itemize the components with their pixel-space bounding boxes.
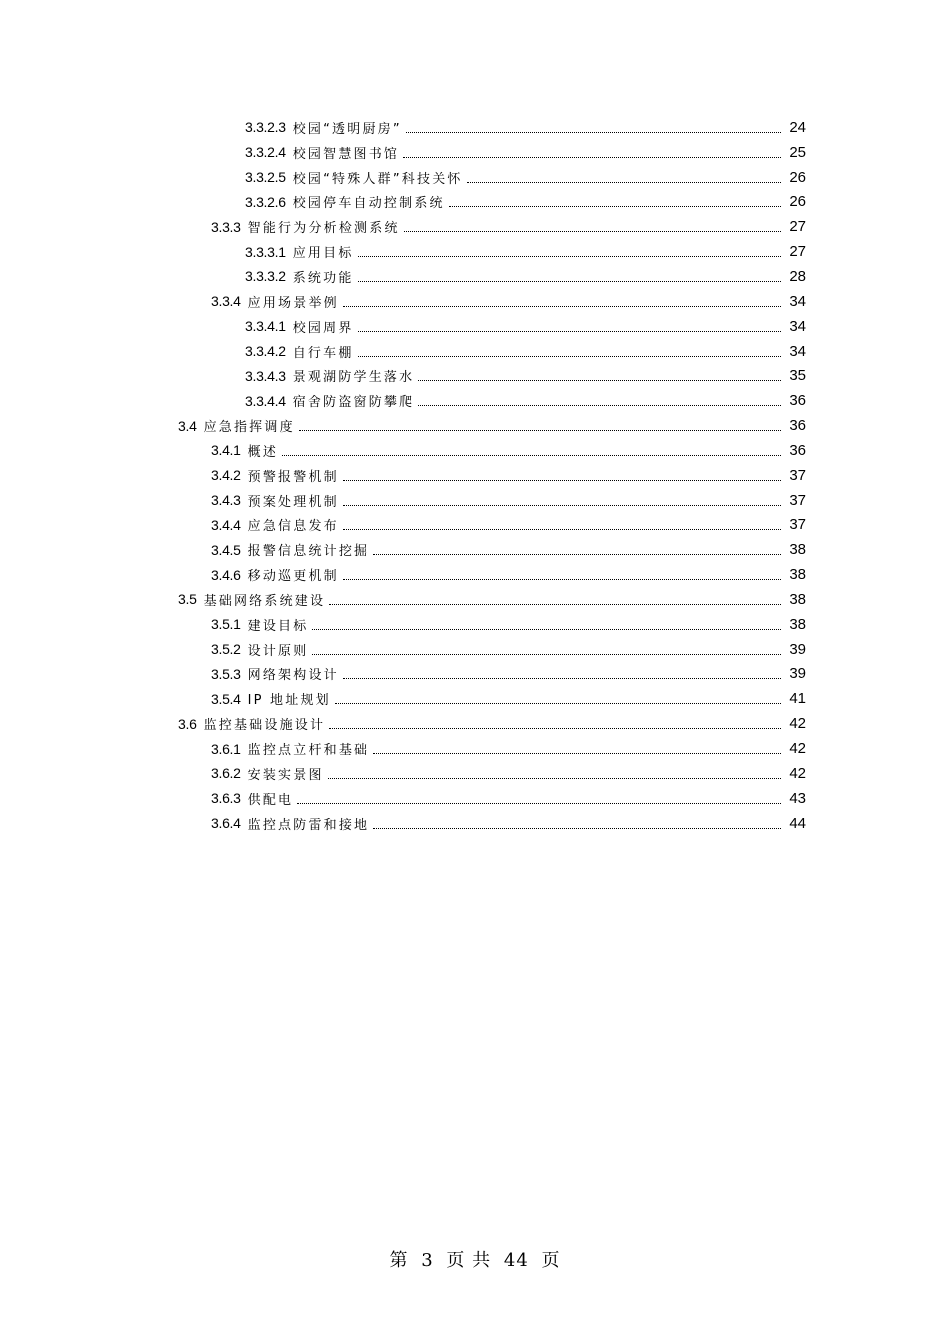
toc-dot-leader (373, 741, 781, 754)
toc-entry[interactable] (0, 264, 950, 289)
toc-entry-page-number: 44 (789, 814, 806, 832)
toc-entry-number: 3.5 (178, 591, 197, 608)
toc-entry-title: 安装实景图 (247, 767, 324, 783)
toc-dot-leader (328, 766, 781, 779)
toc-entry-title: IP 地址规划 (247, 693, 331, 709)
toc-entry[interactable] (0, 711, 950, 736)
toc-entry[interactable] (0, 388, 950, 413)
toc-dot-leader (329, 592, 781, 605)
toc-entry-page-number: 39 (789, 640, 806, 658)
toc-entry[interactable] (0, 165, 950, 190)
toc-entry[interactable] (0, 413, 950, 438)
toc-entry[interactable] (0, 811, 950, 836)
toc-entry-number: 3.4.1 (211, 442, 241, 459)
toc-entry-page-number: 27 (789, 243, 806, 261)
footer-suffix: 页 (541, 1250, 561, 1271)
toc-entry-title: 宿舍防盗窗防攀爬 (292, 395, 415, 411)
toc-entry-title: 校园智慧图书馆 (292, 146, 400, 162)
toc-entry-page-number: 25 (789, 143, 806, 161)
toc-entry-title: 报警信息统计挖掘 (247, 544, 370, 560)
toc-dot-leader (418, 368, 781, 381)
toc-entry-number: 3.3.4.4 (245, 392, 286, 409)
toc-entry-title: 应急指挥调度 (203, 420, 295, 436)
toc-entry-number: 3.3.4.2 (245, 343, 286, 360)
toc-entry-number: 3.4.2 (211, 467, 241, 484)
toc-entry-page-number: 39 (789, 665, 806, 683)
toc-entry[interactable] (0, 438, 950, 463)
toc-entry-title: 校园“特殊人群”科技关怀 (292, 171, 463, 187)
toc-entry-page-number: 42 (789, 764, 806, 782)
toc-dot-leader (312, 617, 781, 630)
toc-entry[interactable] (0, 513, 950, 538)
toc-entry-page-number: 27 (789, 218, 806, 236)
toc-entry-title: 移动巡更机制 (247, 569, 339, 585)
toc-entry-title: 预案处理机制 (247, 494, 339, 510)
footer-current-page: 3 (421, 1250, 434, 1271)
toc-entry-title: 供配电 (247, 792, 294, 808)
toc-entry-title: 系统功能 (292, 270, 354, 286)
toc-entry-number: 3.3.2.4 (245, 144, 286, 161)
toc-entry-title: 预警报警机制 (247, 469, 339, 485)
table-of-contents (0, 115, 950, 835)
toc-entry-page-number: 37 (789, 516, 806, 534)
toc-entry[interactable] (0, 314, 950, 339)
toc-entry-number: 3.5.4 (211, 690, 241, 707)
toc-entry-title: 基础网络系统建设 (203, 593, 326, 609)
toc-entry-title: 景观湖防学生落水 (292, 370, 415, 386)
toc-entry-title: 应用目标 (292, 246, 354, 262)
toc-entry-title: 监控点防雷和接地 (247, 817, 370, 833)
toc-entry-title: 概述 (247, 444, 279, 460)
toc-entry-number: 3.3.4 (211, 293, 241, 310)
toc-dot-leader (343, 517, 781, 530)
toc-entry-number: 3.3.2.6 (245, 193, 286, 210)
toc-entry-title: 校园“透明厨房” (292, 121, 402, 137)
toc-entry[interactable] (0, 239, 950, 264)
toc-entry-title: 监控基础设施设计 (203, 718, 326, 734)
footer-total-pages: 44 (503, 1250, 529, 1271)
toc-dot-leader (358, 319, 781, 332)
toc-entry-page-number: 38 (789, 615, 806, 633)
toc-entry-title: 智能行为分析检测系统 (247, 221, 400, 237)
toc-entry-page-number: 43 (789, 789, 806, 807)
toc-entry[interactable] (0, 736, 950, 761)
toc-entry[interactable] (0, 587, 950, 612)
footer-middle: 页 共 (446, 1250, 492, 1271)
toc-dot-leader (406, 120, 781, 133)
toc-entry-number: 3.4.4 (211, 516, 241, 533)
toc-entry-number: 3.5.1 (211, 616, 241, 633)
toc-entry-number: 3.3.4.3 (245, 367, 286, 384)
toc-entry-title: 建设目标 (247, 618, 309, 634)
toc-dot-leader (343, 294, 781, 307)
toc-entry-page-number: 34 (789, 317, 806, 335)
toc-entry-page-number: 28 (789, 267, 806, 285)
toc-entry-page-number: 24 (789, 118, 806, 136)
toc-dot-leader (373, 542, 781, 555)
toc-entry-page-number: 37 (789, 466, 806, 484)
toc-entry[interactable] (0, 214, 950, 239)
toc-entry-title: 校园周界 (292, 320, 354, 336)
toc-entry-page-number: 26 (789, 168, 806, 186)
toc-dot-leader (358, 269, 781, 282)
toc-dot-leader (467, 170, 781, 183)
toc-dot-leader (299, 418, 781, 431)
toc-entry-title: 设计原则 (247, 643, 309, 659)
toc-entry[interactable] (0, 637, 950, 662)
toc-entry-number: 3.3.2.5 (245, 169, 286, 186)
toc-entry-number: 3.6.1 (211, 740, 241, 757)
toc-dot-leader (404, 219, 781, 232)
toc-entry[interactable] (0, 612, 950, 637)
toc-entry[interactable] (0, 115, 950, 140)
toc-dot-leader (418, 393, 781, 406)
toc-entry-number: 3.5.3 (211, 665, 241, 682)
toc-entry-page-number: 38 (789, 566, 806, 584)
toc-entry[interactable] (0, 786, 950, 811)
toc-dot-leader (343, 567, 781, 580)
toc-entry-number: 3.3.3.1 (245, 243, 286, 260)
toc-entry-title: 校园停车自动控制系统 (292, 196, 445, 212)
toc-entry[interactable] (0, 339, 950, 364)
toc-entry-number: 3.4.3 (211, 492, 241, 509)
toc-entry-title: 应急信息发布 (247, 519, 339, 535)
toc-entry-page-number: 36 (789, 392, 806, 410)
toc-entry[interactable] (0, 662, 950, 687)
toc-entry-page-number: 42 (789, 715, 806, 733)
toc-entry[interactable] (0, 140, 950, 165)
toc-entry-page-number: 34 (789, 342, 806, 360)
toc-entry-title: 自行车棚 (292, 345, 354, 361)
toc-dot-leader (282, 443, 781, 456)
toc-entry-page-number: 26 (789, 193, 806, 211)
toc-entry-page-number: 38 (789, 590, 806, 608)
toc-entry-title: 应用场景举例 (247, 295, 339, 311)
toc-entry-number: 3.3.2.3 (245, 119, 286, 136)
toc-entry-page-number: 38 (789, 541, 806, 559)
toc-entry[interactable] (0, 686, 950, 711)
toc-entry-number: 3.6.2 (211, 765, 241, 782)
toc-entry-page-number: 37 (789, 491, 806, 509)
toc-entry[interactable] (0, 190, 950, 215)
toc-dot-leader (343, 493, 781, 506)
toc-entry[interactable] (0, 463, 950, 488)
toc-entry-number: 3.4.5 (211, 541, 241, 558)
toc-dot-leader (358, 244, 781, 257)
toc-entry[interactable] (0, 537, 950, 562)
toc-dot-leader (373, 816, 781, 829)
toc-entry-number: 3.4.6 (211, 566, 241, 583)
toc-dot-leader (335, 691, 781, 704)
toc-entry-title: 网络架构设计 (247, 668, 339, 684)
toc-entry-title: 监控点立杆和基础 (247, 743, 370, 759)
toc-entry-number: 3.6 (178, 715, 197, 732)
toc-entry-number: 3.3.3.2 (245, 268, 286, 285)
toc-entry-page-number: 42 (789, 740, 806, 758)
toc-dot-leader (343, 468, 781, 481)
toc-entry[interactable] (0, 289, 950, 314)
toc-dot-leader (358, 344, 781, 357)
toc-entry-number: 3.6.3 (211, 790, 241, 807)
toc-entry-page-number: 36 (789, 417, 806, 435)
toc-dot-leader (297, 791, 781, 804)
footer-prefix: 第 (389, 1250, 409, 1271)
toc-entry-number: 3.5.2 (211, 641, 241, 658)
toc-dot-leader (343, 666, 781, 679)
toc-entry[interactable] (0, 488, 950, 513)
toc-entry-page-number: 35 (789, 367, 806, 385)
toc-entry-number: 3.3.3 (211, 218, 241, 235)
toc-entry-number: 3.3.4.1 (245, 318, 286, 335)
toc-entry[interactable] (0, 761, 950, 786)
toc-entry-page-number: 34 (789, 292, 806, 310)
page-footer (0, 1246, 950, 1272)
toc-entry[interactable] (0, 363, 950, 388)
toc-entry-number: 3.4 (178, 417, 197, 434)
toc-dot-leader (312, 642, 781, 655)
toc-entry-page-number: 36 (789, 441, 806, 459)
toc-dot-leader (403, 145, 781, 158)
toc-dot-leader (449, 194, 781, 207)
toc-entry-number: 3.6.4 (211, 815, 241, 832)
toc-entry[interactable] (0, 562, 950, 587)
toc-dot-leader (329, 716, 781, 729)
toc-entry-page-number: 41 (789, 690, 806, 708)
